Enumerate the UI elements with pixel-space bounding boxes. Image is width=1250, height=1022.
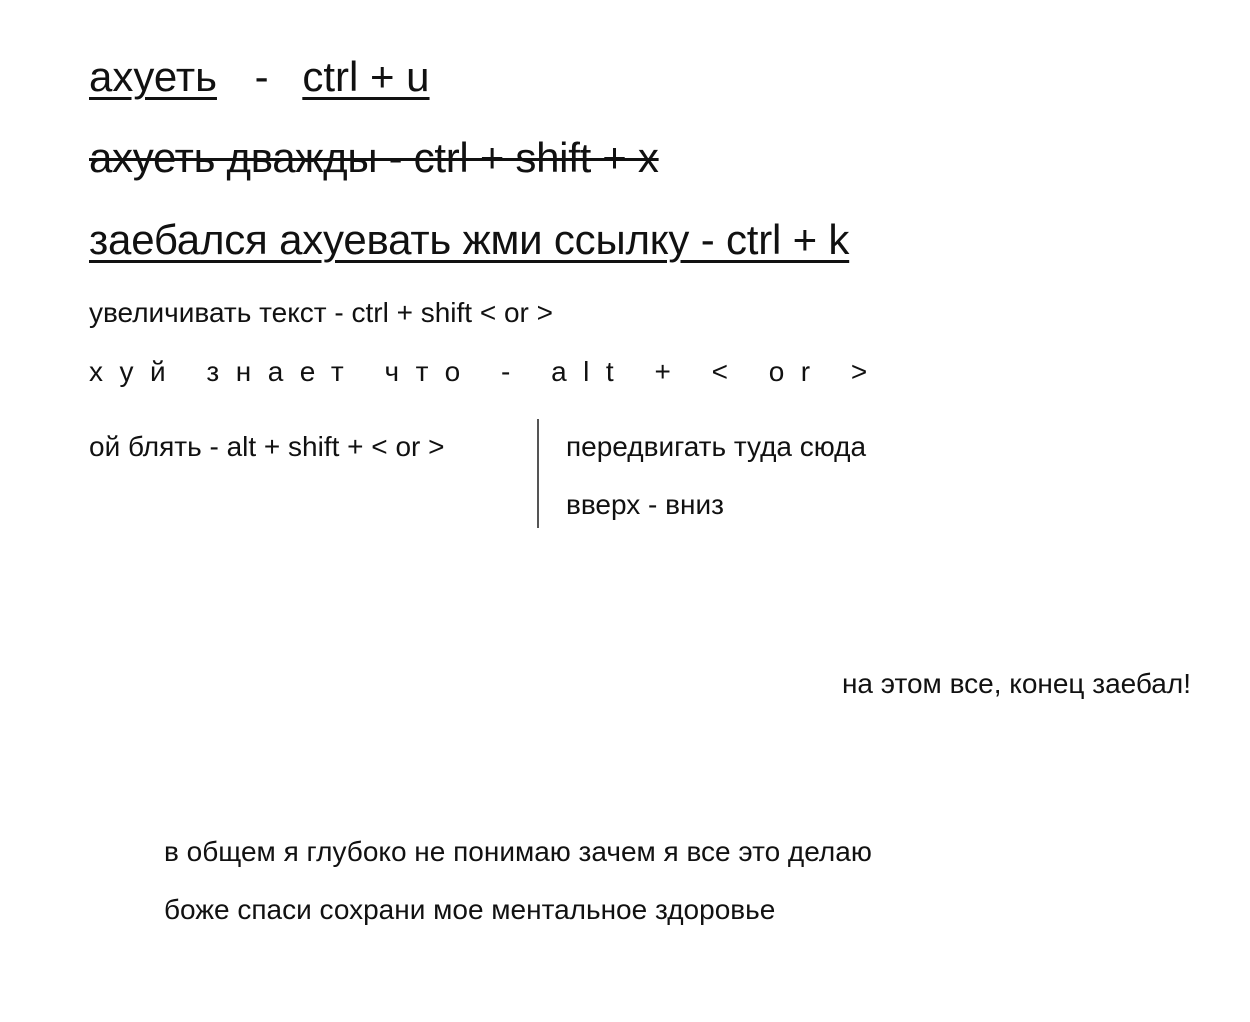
underline-sample-text: ахуеть (89, 53, 217, 100)
shortcut-underline-line (89, 52, 430, 102)
shortcut-strikethrough-line: ахуеть дважды - ctrl + shift + x (89, 134, 659, 181)
shortcut-move-line: ой блять - alt + shift + < or > (89, 431, 445, 462)
shortcut-link-line[interactable]: заебался ахуевать жми ссылку - ctrl + k (89, 216, 850, 263)
separator-dash: - (254, 53, 269, 100)
footer-line-2: боже спаси сохрани мое ментальное здоровье (164, 894, 776, 925)
shortcut-text-size-line: увеличивать текст - ctrl + shift < or > (89, 297, 553, 328)
footer-line-1: в общем я глубоко не понимаю зачем я все это делаю (164, 836, 872, 867)
shortcut-letter-spacing-line: хуй знает что - alt + < or > (89, 356, 884, 387)
ending-text: на этом все, конец заебал! (841, 668, 1191, 699)
right-column-line-2: вверх - вниз (566, 489, 724, 520)
underline-shortcut-text: ctrl + u (302, 53, 430, 100)
vertical-divider (537, 419, 539, 528)
right-column-line-1: передвигать туда сюда (566, 431, 867, 462)
